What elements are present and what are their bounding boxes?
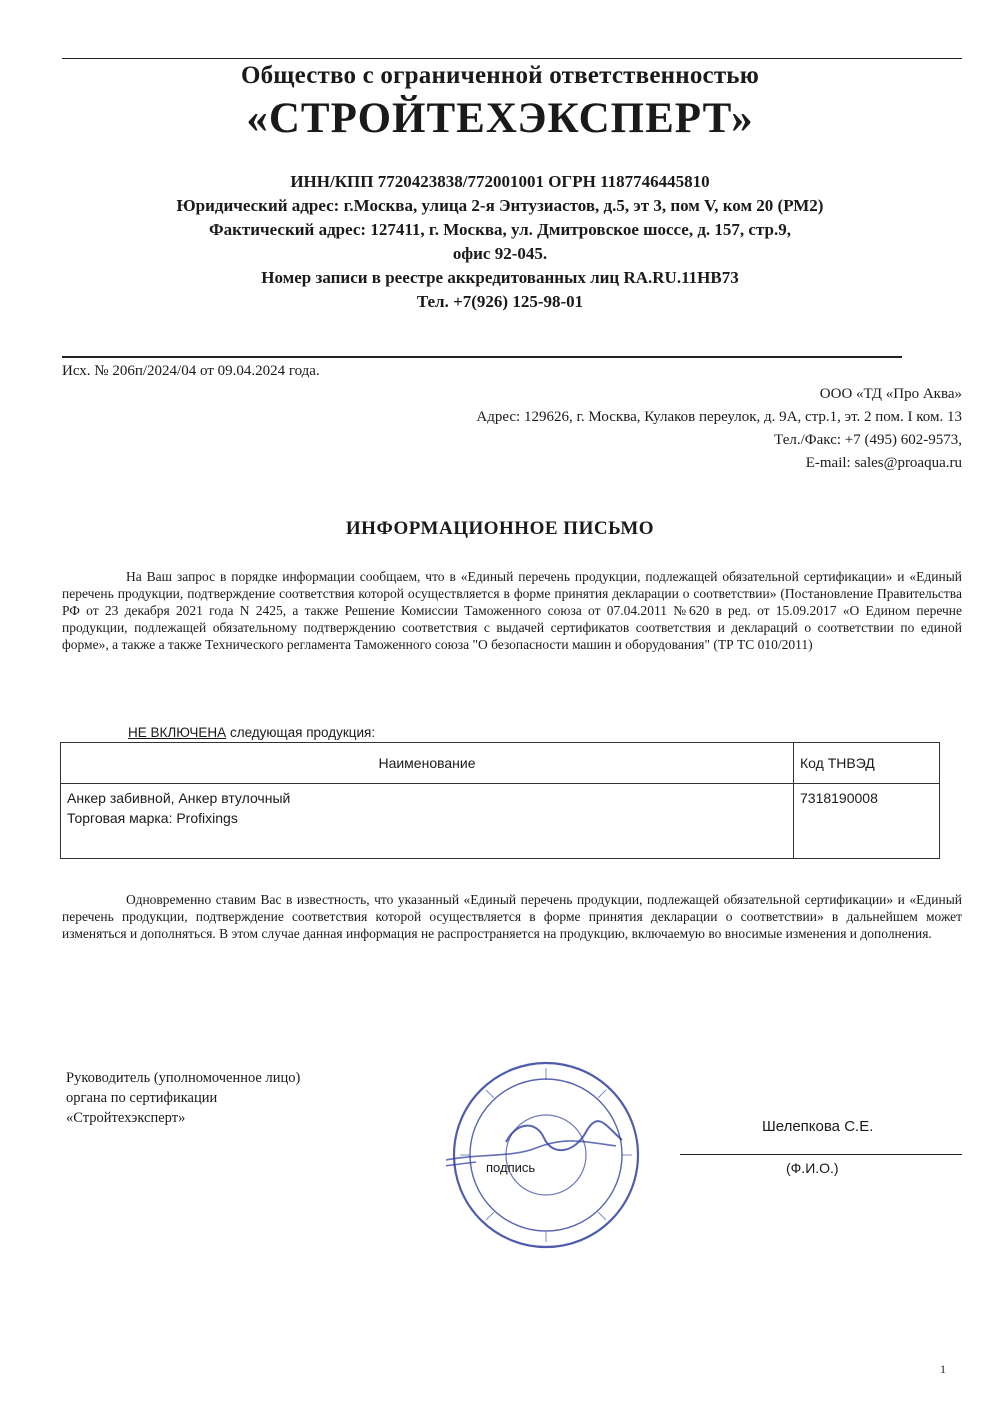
recipient-block: [262, 383, 962, 475]
signatory-role-line: Руководитель (уполномоченное лицо): [66, 1070, 301, 1086]
requisites-accreditation: Номер записи в реестре аккредитованных лиц RA.RU.11НВ73: [261, 268, 739, 287]
outgoing-reference: Исх. № 206п/2024/04 от 09.04.2024 года.: [62, 363, 320, 379]
requisites-office: офис 92-045.: [452, 244, 548, 263]
column-header-code: Код ТНВЭД: [794, 743, 940, 784]
product-trademark: Торговая марка: Profixings: [67, 810, 238, 826]
column-header-name: Наименование: [61, 743, 794, 784]
requisites-inn: ИНН/КПП 7720423838/772001001 ОГРН 1187746445810: [290, 172, 710, 191]
paragraph-notice: [62, 891, 962, 942]
paragraph-request-text: На Ваш запрос в порядке информации сообщаем, что в «Единый перечень продукции, подлежащей обязательной сертификации» и «Единый перечень продукции, подтверждение соответствия которой осуществляется в форме принятия декларации о соответствии» (Постановление Правительства РФ от 23 декабря 2021 года N 2425, а также Решение Комиссии Таможенного союза от 07.04.2011 №620 в ред. от 15.09.2017 «О Едином перечне продукции, подлежащей обязательному подтверждению соответствия с выдачей сертификатов соответствия и деклараций о соответствии по единой форме», а также а также Технического регламента Таможенного союза "О безопасности машин и оборудования" (ТР ТС 010/2011): [62, 569, 962, 652]
signatory-role: [66, 1068, 300, 1128]
organization-name: «СТРОЙТЕХЭКСПЕРТ»: [246, 95, 754, 142]
recipient-phone: Тел./Факс: +7 (495) 602-9573,: [774, 432, 962, 448]
header-bottom-rule: [62, 356, 902, 358]
page-number: 1: [940, 1362, 946, 1376]
not-included-rest: следующая продукция:: [226, 725, 376, 740]
signature-label: подпись: [486, 1160, 536, 1175]
not-included-line: [128, 725, 375, 740]
signatory-name: Шелепкова С.Е.: [762, 1118, 874, 1135]
requisites-phone: Тел. +7(926) 125-98-01: [416, 292, 584, 311]
paragraph-notice-text: Одновременно ставим Вас в известность, что указанный «Единый перечень продукции, подлежащей обязательной сертификации» и «Единый перечень продукции, подтверждение соответствия которой осуществляется в форме принятия декларации о соответствии» в дальнейшем может изменяться и дополняться. В этом случае данная информация не распространяется на продукцию, включаемую во вносимые изменения и дополнения.: [62, 892, 962, 941]
fio-label: (Ф.И.О.): [786, 1160, 839, 1176]
signature-name-rule: [680, 1154, 962, 1155]
signatory-role-line: «Стройтехэксперт»: [66, 1110, 186, 1126]
organization-seal: [446, 1050, 646, 1260]
document-title: ИНФОРМАЦИОННОЕ ПИСЬМО: [345, 518, 655, 539]
requisites-actual-address: Фактический адрес: 127411, г. Москва, ул. Дмитровское шоссе, д. 157, стр.9,: [209, 220, 791, 239]
product-name-cell: [61, 784, 794, 859]
product-code-cell: 7318190008: [794, 784, 940, 859]
table-row: [61, 784, 940, 859]
organization-form: Общество с ограниченной ответственностью: [240, 62, 760, 89]
product-table: [60, 742, 940, 859]
header-top-rule: [62, 58, 962, 59]
recipient-company: ООО «ТД «Про Аква»: [819, 386, 962, 402]
recipient-email: E-mail: sales@proaqua.ru: [805, 455, 962, 471]
paragraph-request: [62, 568, 962, 653]
requisites-legal-address: Юридический адрес: г.Москва, улица 2-я Энтузиастов, д.5, эт 3, пом V, ком 20 (РМ2): [176, 196, 824, 215]
not-included-emphasis: НЕ ВКЛЮЧЕНА: [128, 725, 227, 740]
recipient-address: Адрес: 129626, г. Москва, Кулаков переулок, д. 9А, стр.1, эт. 2 пом. I ком. 13: [476, 409, 962, 425]
product-name: Анкер забивной, Анкер втулочный: [67, 790, 291, 806]
table-header-row: [61, 743, 940, 784]
signatory-role-line: органа по сертификации: [66, 1090, 218, 1106]
